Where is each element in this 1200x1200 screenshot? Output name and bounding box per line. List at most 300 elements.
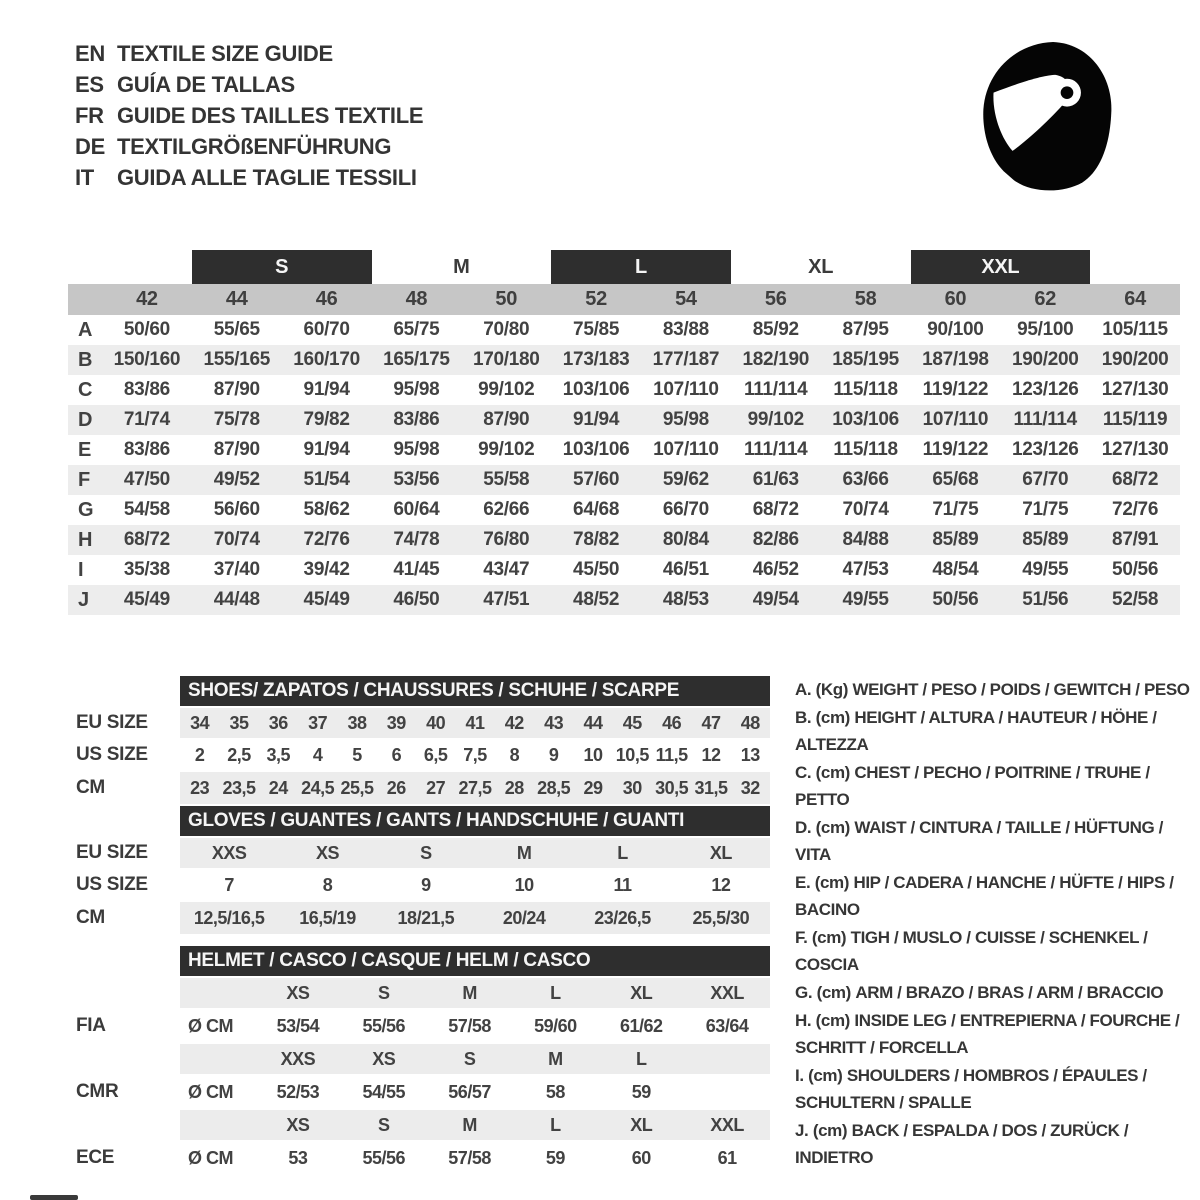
shoes-section-title: SHOES/ ZAPATOS / CHAUSSURES / SCHUHE / SCARPE: [180, 676, 770, 706]
size-cell: 85/92: [752, 319, 799, 340]
numeric-size: 64: [1124, 288, 1146, 310]
size-cell: 160/170: [293, 349, 360, 370]
size-cell: 87/95: [842, 319, 889, 340]
size-cell: 99/102: [478, 439, 535, 460]
measurement-row: [68, 465, 1180, 495]
size-cell: 49/55: [1022, 559, 1069, 580]
size-cell: 119/122: [922, 439, 989, 460]
size-cell: 55/65: [213, 319, 260, 340]
size-cell: 185/195: [832, 349, 899, 370]
size-cell: 84/88: [842, 529, 889, 550]
size-cell: 53/56: [393, 469, 440, 490]
legend-letter: A.: [795, 680, 812, 699]
measurement-row: [68, 555, 1180, 585]
language-row: [75, 100, 423, 131]
measurement-legend: [795, 676, 1197, 1172]
gloves-eu-size-label: EU SIZE: [76, 842, 148, 863]
size-cell: 83/86: [393, 409, 440, 430]
ece-values-row: [180, 1142, 770, 1174]
language-code: DE: [75, 133, 105, 159]
size-cell: 87/91: [1112, 529, 1159, 550]
fia-size-value: 55/56: [362, 1015, 406, 1036]
gloves-cm-value: 20/24: [502, 907, 546, 928]
size-cell: 50/56: [1112, 559, 1159, 580]
gloves-us-value: 11: [613, 874, 632, 895]
gloves-us-value: 7: [224, 874, 234, 895]
cmr-size-value: 52/53: [276, 1081, 320, 1102]
gloves-eu-value: S: [420, 842, 432, 863]
shoes-us-value: 12: [701, 744, 721, 765]
cmr-values-row: [180, 1076, 770, 1108]
shoes-us-value: 6,5: [423, 744, 448, 765]
size-cell: 115/119: [1102, 409, 1168, 430]
gloves-cm-value: 12,5/16,5: [193, 907, 265, 928]
shoes-cm-value: 30: [622, 777, 642, 798]
size-cell: 107/110: [653, 439, 719, 460]
legend-unit: (Kg): [815, 680, 849, 699]
size-cell: 105/115: [1102, 319, 1168, 340]
size-cell: 80/84: [662, 529, 709, 550]
language-code: ES: [75, 71, 104, 97]
gloves-section: [68, 806, 770, 934]
shoes-eu-value: 38: [347, 712, 367, 733]
fia-values-row: [180, 1010, 770, 1042]
shoes-cm-value: 24: [268, 777, 288, 798]
fia-size-value: 53/54: [276, 1015, 320, 1036]
size-cell: 111/114: [744, 439, 808, 460]
shoes-cm-value: 27,5: [458, 777, 492, 798]
size-cell: 61/63: [752, 469, 799, 490]
size-cell: 190/200: [1101, 349, 1169, 370]
shoes-eu-value: 46: [662, 712, 682, 733]
size-group-xl: XL: [808, 255, 834, 278]
size-cell: 85/89: [1022, 529, 1069, 550]
measurement-row: [68, 345, 1180, 375]
shoes-us-size-label: US SIZE: [76, 744, 148, 765]
size-cell: 177/187: [652, 349, 720, 370]
legend-item: [795, 979, 1197, 1006]
shoes-eu-value: 48: [740, 712, 760, 733]
measurement-row: [68, 435, 1180, 465]
shoes-us-value: 2: [194, 744, 205, 765]
shoes-eu-value: 45: [622, 712, 642, 733]
size-cell: 72/76: [1112, 499, 1159, 520]
shoes-eu-value: 40: [426, 712, 446, 733]
size-cell: 103/106: [562, 379, 630, 400]
cmr-size-label: S: [463, 1048, 476, 1069]
shoes-cm-row: [180, 772, 770, 804]
measurement-row: [68, 585, 1180, 615]
size-cell: 41/45: [393, 559, 440, 580]
gloves-cm-value: 18/21,5: [397, 907, 455, 928]
shoes-eu-value: 37: [308, 712, 328, 733]
size-cell: 68/72: [123, 529, 170, 550]
numeric-size: 48: [405, 288, 428, 310]
shoes-us-value: 5: [352, 744, 362, 765]
numeric-size: 62: [1034, 288, 1057, 310]
size-cell: 47/53: [842, 559, 889, 580]
gloves-eu-row: [180, 838, 770, 868]
size-cell: 49/55: [842, 589, 889, 610]
gloves-eu-value: M: [516, 842, 532, 863]
shoes-cm-value: 24,5: [301, 777, 335, 798]
legend-item: [795, 924, 1197, 978]
shoes-eu-value: 41: [465, 712, 485, 733]
measurement-row: [68, 315, 1180, 345]
numeric-size: 42: [136, 288, 158, 310]
ece-size-value: 57/58: [448, 1147, 491, 1168]
size-group-header: [68, 250, 1180, 284]
size-cell: 45/49: [303, 589, 350, 610]
legend-unit: (cm): [808, 1066, 843, 1085]
shoes-cm-label: CM: [76, 777, 105, 798]
size-cell: 74/78: [393, 529, 440, 550]
size-cell: 60/70: [303, 319, 350, 340]
ece-size-label: L: [550, 1114, 561, 1135]
size-cell: 123/126: [1011, 379, 1079, 400]
size-cell: 35/38: [123, 559, 170, 580]
legend-text: ARM / BRAZO / BRAS / ARM / BRACCIO: [855, 983, 1164, 1002]
language-row: [75, 162, 423, 193]
size-cell: 78/82: [573, 529, 620, 550]
row-letter: E: [78, 438, 92, 461]
size-cell: 107/110: [922, 409, 989, 430]
size-cell: 59/62: [662, 469, 709, 490]
size-cell: 70/74: [213, 529, 260, 550]
size-cell: 71/74: [123, 409, 170, 430]
gloves-us-size-label: US SIZE: [76, 874, 148, 895]
size-cell: 95/98: [393, 379, 440, 400]
size-group-m: M: [453, 255, 470, 278]
shoes-us-value: 9: [548, 744, 559, 765]
numeric-size: 46: [315, 288, 338, 310]
size-cell: 87/90: [213, 439, 260, 460]
measurement-row: [68, 405, 1180, 435]
gloves-us-value: 9: [421, 874, 431, 895]
shoes-eu-value: 39: [386, 712, 406, 733]
size-cell: 95/98: [662, 409, 709, 430]
shoes-eu-size-label: EU SIZE: [76, 712, 148, 733]
size-cell: 43/47: [483, 559, 530, 580]
size-group-s: S: [192, 250, 372, 284]
legend-unit: (cm): [815, 708, 850, 727]
legend-letter: B.: [795, 708, 812, 727]
ece-size-value: 59: [545, 1147, 565, 1168]
size-cell: 95/98: [393, 439, 440, 460]
shoes-cm-value: 28,5: [537, 777, 571, 798]
shoes-us-value: 10: [583, 744, 603, 765]
shoes-eu-row: [180, 708, 770, 738]
shoes-eu-value: 35: [229, 712, 249, 733]
size-cell: 56/60: [213, 499, 260, 520]
gloves-eu-value: XL: [709, 842, 732, 863]
ece-size-value: 55/56: [362, 1147, 406, 1168]
size-cell: 150/160: [113, 349, 181, 370]
size-table: [68, 250, 1180, 615]
size-cell: 85/89: [932, 529, 979, 550]
row-letter: C: [78, 378, 93, 401]
gloves-us-value: 8: [322, 874, 333, 895]
numeric-size: 52: [585, 288, 607, 310]
size-cell: 87/90: [483, 409, 530, 430]
guide-title: GUÍA DE TALLAS: [117, 71, 295, 97]
size-cell: 51/56: [1022, 589, 1069, 610]
legend-text: WAIST / CINTURA / TAILLE / HÜFTUNG / VITA: [795, 818, 1163, 864]
legend-unit: (cm): [815, 1011, 850, 1030]
size-cell: 45/49: [123, 589, 170, 610]
measurement-row: [68, 495, 1180, 525]
language-code: EN: [75, 40, 105, 66]
size-cell: 68/72: [1112, 469, 1159, 490]
size-cell: 45/50: [573, 559, 620, 580]
row-letter: H: [78, 528, 93, 551]
fia-size-label: XL: [630, 982, 653, 1003]
size-cell: 49/52: [213, 469, 260, 490]
size-cell: 39/42: [303, 559, 350, 580]
fia-sizes-row: [180, 978, 770, 1008]
size-cell: 58/62: [303, 499, 350, 520]
size-cell: 60/64: [393, 499, 440, 520]
gloves-us-row: [180, 870, 770, 900]
size-cell: 123/126: [1011, 439, 1079, 460]
fia-standard-label: FIA: [76, 1015, 106, 1036]
gloves-cm-value: 16,5/19: [299, 907, 356, 928]
shoes-us-value: 13: [740, 744, 760, 765]
shoes-cm-value: 29: [583, 777, 603, 798]
language-title-block: [75, 38, 423, 193]
shoes-cm-value: 32: [740, 777, 760, 798]
measurement-row: [68, 375, 1180, 405]
row-letter: G: [78, 498, 94, 521]
guide-title: GUIDA ALLE TAGLIE TESSILI: [117, 164, 417, 190]
cmr-size-label: L: [635, 1048, 647, 1069]
shoes-us-value: 2,5: [227, 744, 251, 765]
cmr-size-value: 54/55: [362, 1081, 406, 1102]
cmr-size-label: XS: [372, 1048, 396, 1069]
shoes-eu-value: 36: [268, 712, 288, 733]
fia-size-label: XXL: [710, 982, 744, 1003]
numeric-size: 44: [225, 288, 248, 310]
gloves-cm-value: 23/26,5: [594, 907, 651, 928]
shoes-cm-value: 31,5: [694, 777, 728, 798]
shoes-cm-value: 25,5: [340, 777, 374, 798]
legend-letter: D.: [795, 818, 812, 837]
ece-size-label: S: [377, 1114, 390, 1135]
shoes-cm-value: 30,5: [655, 777, 689, 798]
size-cell: 76/80: [483, 529, 530, 550]
shoes-eu-value: 47: [701, 712, 721, 733]
helmet-icon: [972, 34, 1124, 202]
diameter-label: Ø CM: [188, 1081, 233, 1102]
language-code: FR: [75, 102, 104, 128]
size-group-l: L: [551, 250, 731, 284]
legend-text: WEIGHT / PESO / POIDS / GEWITCH / PESO: [852, 680, 1190, 699]
legend-letter: F.: [795, 928, 808, 947]
fia-size-value: 59/60: [534, 1015, 577, 1036]
ece-standard-label: ECE: [76, 1147, 115, 1168]
legend-unit: (cm): [811, 928, 847, 947]
numeric-size: 58: [854, 288, 877, 310]
size-cell: 187/198: [922, 349, 989, 370]
legend-letter: H.: [795, 1011, 812, 1030]
size-cell: 103/106: [832, 409, 899, 430]
legend-letter: G.: [795, 983, 813, 1002]
size-cell: 71/75: [1022, 499, 1069, 520]
fia-size-value: 63/64: [705, 1015, 749, 1036]
numeric-size: 60: [944, 288, 967, 310]
shoes-us-row: [180, 740, 770, 770]
shoes-us-value: 7,5: [463, 744, 487, 765]
row-letter: F: [78, 468, 90, 491]
gloves-eu-value: L: [617, 842, 628, 863]
legend-item: [795, 704, 1197, 758]
size-cell: 127/130: [1101, 439, 1169, 460]
size-cell: 90/100: [927, 319, 984, 340]
size-cell: 64/68: [573, 499, 620, 520]
size-cell: 75/78: [213, 409, 260, 430]
shoes-eu-value: 44: [583, 712, 603, 733]
cutoff-element: [30, 1195, 78, 1200]
size-cell: 67/70: [1022, 469, 1069, 490]
size-cell: 91/94: [303, 379, 350, 400]
size-cell: 170/180: [472, 349, 540, 370]
language-code: IT: [75, 164, 94, 190]
legend-unit: (cm): [814, 873, 849, 892]
ece-size-value: 53: [288, 1147, 308, 1168]
gloves-eu-value: XS: [315, 842, 339, 863]
legend-item: [795, 1062, 1197, 1116]
shoes-eu-value: 43: [544, 712, 564, 733]
size-cell: 111/114: [744, 379, 808, 400]
cmr-size-value: 59: [631, 1081, 651, 1102]
size-cell: 44/48: [213, 589, 260, 610]
legend-item: [795, 814, 1197, 868]
size-cell: 70/80: [483, 319, 530, 340]
size-cell: 83/88: [662, 319, 709, 340]
size-cell: 47/50: [123, 469, 170, 490]
fia-size-value: 61/62: [619, 1015, 663, 1036]
size-cell: 83/86: [123, 439, 170, 460]
size-cell: 165/175: [383, 349, 450, 370]
ece-sizes-row: [180, 1110, 770, 1140]
gloves-cm-value: 25,5/30: [692, 907, 750, 928]
size-cell: 50/60: [123, 319, 170, 340]
size-cell: 91/94: [573, 409, 620, 430]
size-cell: 51/54: [303, 469, 350, 490]
size-cell: 57/60: [573, 469, 620, 490]
measurement-rows: [68, 315, 1180, 615]
shoes-cm-value: 28: [504, 777, 524, 798]
legend-text: BACK / ESPALDA / DOS / ZURÜCK / INDIETRO: [795, 1121, 1129, 1167]
size-cell: 75/85: [573, 319, 620, 340]
legend-text: TIGH / MUSLO / CUISSE / SCHENKEL / COSCIA: [795, 928, 1148, 974]
size-cell: 66/70: [662, 499, 709, 520]
measurement-row: [68, 525, 1180, 555]
shoes-section: [68, 676, 770, 804]
legend-letter: E.: [795, 873, 811, 892]
ece-size-label: XXL: [710, 1114, 744, 1135]
language-row: [75, 131, 423, 162]
diameter-label: Ø CM: [188, 1015, 233, 1036]
legend-unit: (cm): [812, 1121, 848, 1140]
size-cell: 99/102: [478, 379, 535, 400]
size-cell: 91/94: [303, 439, 350, 460]
fia-size-label: M: [462, 982, 477, 1003]
ece-size-label: M: [462, 1114, 477, 1135]
size-cell: 71/75: [932, 499, 979, 520]
row-letter: B: [78, 348, 93, 371]
shoes-cm-value: 23,5: [222, 777, 256, 798]
size-cell: 63/66: [842, 469, 889, 490]
size-cell: 46/51: [662, 559, 709, 580]
gloves-cm-row: [180, 902, 770, 934]
size-cell: 65/75: [393, 319, 440, 340]
fia-size-label: XS: [286, 982, 310, 1003]
ece-size-value: 60: [631, 1147, 651, 1168]
shoes-cm-value: 23: [190, 777, 210, 798]
legend-text: CHEST / PECHO / POITRINE / TRUHE / PETTO: [795, 763, 1150, 809]
size-cell: 79/82: [303, 409, 350, 430]
cmr-sizes-row: [180, 1044, 770, 1074]
size-cell: 48/54: [932, 559, 979, 580]
cmr-size-value: 58: [545, 1081, 565, 1102]
numeric-size-row: [68, 284, 1180, 315]
size-cell: 68/72: [752, 499, 799, 520]
size-cell: 190/200: [1011, 349, 1079, 370]
guide-title: TEXTILGRÖßENFÜHRUNG: [117, 133, 392, 159]
legend-unit: (cm): [816, 983, 851, 1002]
size-cell: 107/110: [653, 379, 719, 400]
fia-size-label: L: [550, 982, 561, 1003]
size-cell: 70/74: [842, 499, 889, 520]
cmr-size-value: 56/57: [448, 1081, 491, 1102]
legend-text: HEIGHT / ALTURA / HAUTEUR / HÖHE / ALTEZZA: [795, 708, 1157, 754]
legend-item: [795, 1117, 1197, 1171]
shoes-us-value: 6: [391, 744, 402, 765]
size-cell: 82/86: [752, 529, 799, 550]
numeric-size: 56: [764, 288, 787, 310]
legend-item: [795, 676, 1197, 703]
size-cell: 95/100: [1017, 319, 1074, 340]
legend-letter: C.: [795, 763, 812, 782]
shoes-us-value: 8: [509, 744, 520, 765]
legend-unit: (cm): [815, 818, 850, 837]
size-cell: 119/122: [922, 379, 989, 400]
row-letter: J: [78, 588, 89, 611]
fia-size-label: S: [377, 982, 390, 1003]
cmr-size-label: M: [548, 1048, 563, 1069]
size-cell: 49/54: [752, 589, 799, 610]
size-cell: 50/56: [932, 589, 979, 610]
numeric-size: 50: [495, 288, 518, 310]
size-cell: 115/118: [833, 439, 898, 460]
shoes-us-value: 11,5: [655, 744, 688, 765]
size-cell: 127/130: [1101, 379, 1169, 400]
diameter-label: Ø CM: [188, 1147, 233, 1168]
size-cell: 83/86: [123, 379, 170, 400]
size-cell: 173/183: [562, 349, 630, 370]
shoes-us-value: 4: [312, 744, 323, 765]
row-letter: I: [78, 558, 84, 581]
size-cell: 65/68: [932, 469, 979, 490]
gloves-us-value: 10: [514, 874, 534, 895]
size-cell: 54/58: [123, 499, 170, 520]
helmet-section-title: HELMET / CASCO / CASQUE / HELM / CASCO: [180, 946, 770, 976]
legend-unit: (cm): [815, 763, 850, 782]
ece-size-value: 61: [717, 1147, 737, 1168]
legend-text: HIP / CADERA / HANCHE / HÜFTE / HIPS / BACINO: [795, 873, 1174, 919]
legend-letter: J.: [795, 1121, 809, 1140]
